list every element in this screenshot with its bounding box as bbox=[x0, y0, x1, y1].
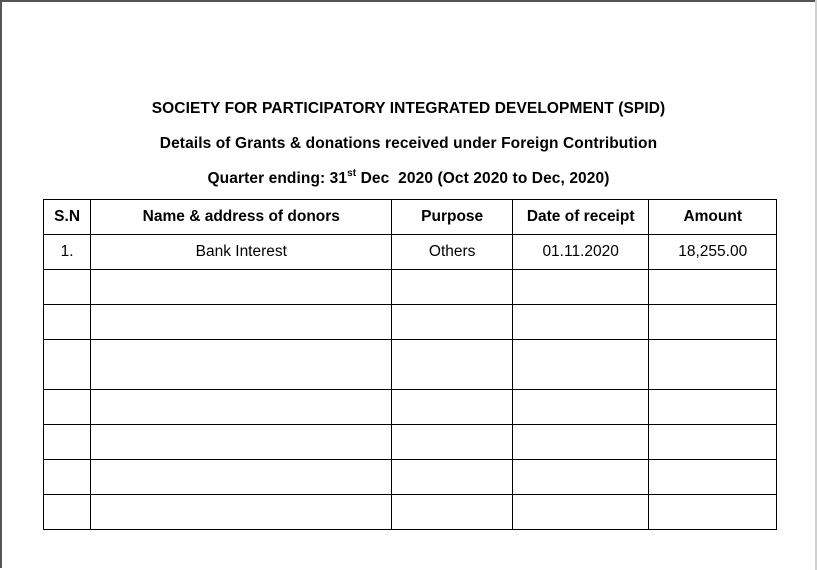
cell-purpose: Others bbox=[392, 235, 512, 270]
empty-row bbox=[44, 495, 777, 530]
cell-sn: 1. bbox=[44, 235, 91, 270]
empty-row bbox=[44, 460, 777, 495]
column-header-amount: Amount bbox=[649, 200, 777, 235]
cell-name: Bank Interest bbox=[91, 235, 392, 270]
organization-title: SOCIETY FOR PARTICIPATORY INTEGRATED DEVELOPMENT (SPID) bbox=[151, 100, 666, 117]
empty-row bbox=[44, 390, 777, 425]
cell-amount: 18,255.00 bbox=[649, 235, 777, 270]
empty-row bbox=[44, 305, 777, 340]
empty-row bbox=[44, 425, 777, 460]
column-header-name: Name & address of donors bbox=[91, 200, 392, 235]
empty-row bbox=[44, 270, 777, 305]
column-header-sn: S.N bbox=[44, 200, 91, 235]
document-subtitle: Details of Grants & donations received under Foreign Contribution bbox=[159, 135, 658, 152]
grants-table bbox=[43, 199, 777, 530]
quarter-prefix: Quarter ending: 31 bbox=[207, 170, 348, 188]
table-header-row bbox=[44, 200, 777, 235]
quarter-line bbox=[0, 169, 817, 188]
column-header-purpose: Purpose bbox=[392, 200, 512, 235]
table-row bbox=[44, 235, 777, 270]
quarter-suffix: Dec 2020 (Oct 2020 to Dec, 2020) bbox=[356, 170, 610, 188]
cell-date: 01.11.2020 bbox=[512, 235, 649, 270]
empty-row bbox=[44, 340, 777, 390]
column-header-date: Date of receipt bbox=[512, 200, 649, 235]
quarter-ordinal: st bbox=[347, 168, 357, 179]
